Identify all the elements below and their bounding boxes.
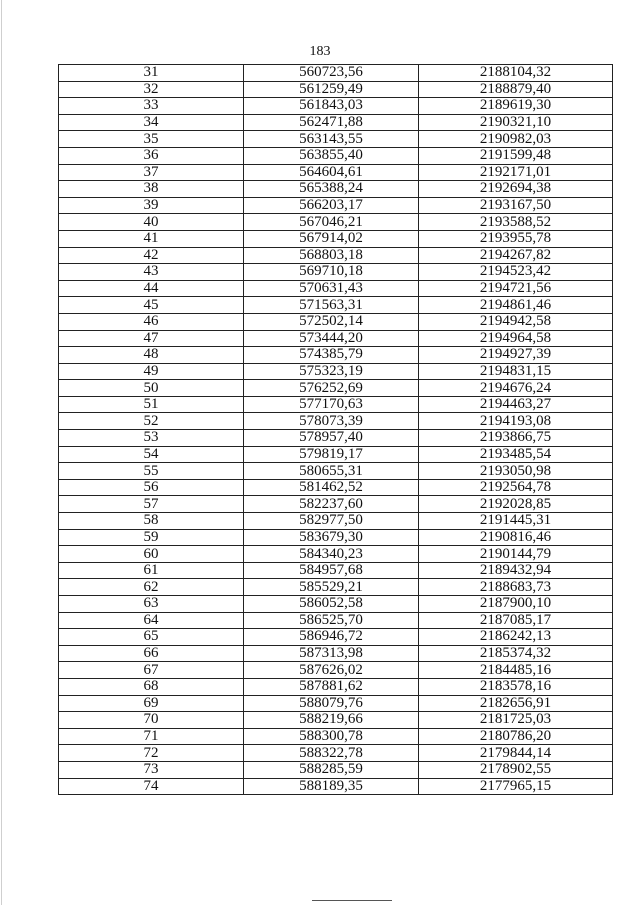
table-row [59,629,613,646]
table-row [59,380,613,397]
x-coordinate-cell: 570631,43 [244,280,419,297]
point-number-cell: 52 [59,413,244,430]
x-coordinate-cell: 587626,02 [244,662,419,679]
point-number-cell: 41 [59,230,244,247]
x-coordinate-cell: 580655,31 [244,463,419,480]
point-number-cell: 44 [59,280,244,297]
point-number-cell: 42 [59,247,244,264]
x-coordinate-cell: 561843,03 [244,98,419,115]
x-coordinate-cell: 568803,18 [244,247,419,264]
point-number-cell: 70 [59,712,244,729]
table-row [59,745,613,762]
table-row [59,413,613,430]
x-coordinate-cell: 563143,55 [244,131,419,148]
y-coordinate-cell: 2194463,27 [419,396,613,413]
point-number-cell: 39 [59,197,244,214]
table-row [59,430,613,447]
coordinates-table [58,64,613,795]
x-coordinate-cell: 567914,02 [244,230,419,247]
point-number-cell: 37 [59,164,244,181]
point-number-cell: 32 [59,81,244,98]
point-number-cell: 61 [59,562,244,579]
y-coordinate-cell: 2192171,01 [419,164,613,181]
point-number-cell: 66 [59,645,244,662]
x-coordinate-cell: 573444,20 [244,330,419,347]
table-row [59,513,613,530]
x-coordinate-cell: 560723,56 [244,65,419,82]
table-row [59,297,613,314]
x-coordinate-cell: 582237,60 [244,496,419,513]
point-number-cell: 72 [59,745,244,762]
point-number-cell: 40 [59,214,244,231]
x-coordinate-cell: 578957,40 [244,430,419,447]
y-coordinate-cell: 2194964,58 [419,330,613,347]
y-coordinate-cell: 2192028,85 [419,496,613,513]
x-coordinate-cell: 567046,21 [244,214,419,231]
x-coordinate-cell: 575323,19 [244,363,419,380]
y-coordinate-cell: 2189619,30 [419,98,613,115]
x-coordinate-cell: 586525,70 [244,612,419,629]
x-coordinate-cell: 588189,35 [244,778,419,795]
y-coordinate-cell: 2186242,13 [419,629,613,646]
y-coordinate-cell: 2194193,08 [419,413,613,430]
point-number-cell: 36 [59,147,244,164]
y-coordinate-cell: 2180786,20 [419,728,613,745]
y-coordinate-cell: 2188879,40 [419,81,613,98]
y-coordinate-cell: 2188683,73 [419,579,613,596]
table-row [59,313,613,330]
x-coordinate-cell: 564604,61 [244,164,419,181]
y-coordinate-cell: 2190816,46 [419,529,613,546]
x-coordinate-cell: 587313,98 [244,645,419,662]
x-coordinate-cell: 588322,78 [244,745,419,762]
y-coordinate-cell: 2194927,39 [419,347,613,364]
table-row [59,347,613,364]
y-coordinate-cell: 2188104,32 [419,65,613,82]
x-coordinate-cell: 586946,72 [244,629,419,646]
x-coordinate-cell: 588079,76 [244,695,419,712]
table-row [59,164,613,181]
point-number-cell: 38 [59,181,244,198]
table-row [59,579,613,596]
table-row [59,280,613,297]
table-row [59,98,613,115]
point-number-cell: 34 [59,114,244,131]
table-row [59,496,613,513]
x-coordinate-cell: 579819,17 [244,446,419,463]
y-coordinate-cell: 2193485,54 [419,446,613,463]
y-coordinate-cell: 2182656,91 [419,695,613,712]
page-number: 183 [309,44,331,59]
x-coordinate-cell: 576252,69 [244,380,419,397]
x-coordinate-cell: 574385,79 [244,347,419,364]
y-coordinate-cell: 2194676,24 [419,380,613,397]
y-coordinate-cell: 2184485,16 [419,662,613,679]
table-row [59,546,613,563]
table-row [59,695,613,712]
y-coordinate-cell: 2190982,03 [419,131,613,148]
x-coordinate-cell: 581462,52 [244,479,419,496]
y-coordinate-cell: 2193588,52 [419,214,613,231]
table-row [59,662,613,679]
table-row [59,645,613,662]
y-coordinate-cell: 2189432,94 [419,562,613,579]
point-number-cell: 67 [59,662,244,679]
bottom-rule [312,900,392,901]
table-row [59,728,613,745]
y-coordinate-cell: 2193167,50 [419,197,613,214]
y-coordinate-cell: 2194267,82 [419,247,613,264]
point-number-cell: 47 [59,330,244,347]
x-coordinate-cell: 571563,31 [244,297,419,314]
y-coordinate-cell: 2192694,38 [419,181,613,198]
y-coordinate-cell: 2178902,55 [419,761,613,778]
point-number-cell: 71 [59,728,244,745]
table-row [59,65,613,82]
x-coordinate-cell: 588300,78 [244,728,419,745]
x-coordinate-cell: 584340,23 [244,546,419,563]
point-number-cell: 54 [59,446,244,463]
table-row [59,562,613,579]
point-number-cell: 56 [59,479,244,496]
x-coordinate-cell: 577170,63 [244,396,419,413]
table-row [59,596,613,613]
x-coordinate-cell: 563855,40 [244,147,419,164]
point-number-cell: 53 [59,430,244,447]
x-coordinate-cell: 585529,21 [244,579,419,596]
table-row [59,247,613,264]
table-row [59,363,613,380]
point-number-cell: 59 [59,529,244,546]
y-coordinate-cell: 2194861,46 [419,297,613,314]
table-row [59,529,613,546]
table-row [59,463,613,480]
x-coordinate-cell: 584957,68 [244,562,419,579]
x-coordinate-cell: 582977,50 [244,513,419,530]
table-row [59,778,613,795]
x-coordinate-cell: 583679,30 [244,529,419,546]
point-number-cell: 45 [59,297,244,314]
table-row [59,330,613,347]
y-coordinate-cell: 2190144,79 [419,546,613,563]
y-coordinate-cell: 2177965,15 [419,778,613,795]
point-number-cell: 64 [59,612,244,629]
point-number-cell: 50 [59,380,244,397]
point-number-cell: 68 [59,678,244,695]
y-coordinate-cell: 2185374,32 [419,645,613,662]
table-row [59,678,613,695]
x-coordinate-cell: 588219,66 [244,712,419,729]
point-number-cell: 62 [59,579,244,596]
x-coordinate-cell: 562471,88 [244,114,419,131]
table-row [59,197,613,214]
table-row [59,761,613,778]
y-coordinate-cell: 2192564,78 [419,479,613,496]
point-number-cell: 46 [59,313,244,330]
point-number-cell: 48 [59,347,244,364]
x-coordinate-cell: 569710,18 [244,264,419,281]
table-row [59,147,613,164]
table-row [59,131,613,148]
point-number-cell: 74 [59,778,244,795]
point-number-cell: 63 [59,596,244,613]
table-row [59,214,613,231]
x-coordinate-cell: 565388,24 [244,181,419,198]
point-number-cell: 33 [59,98,244,115]
table-row [59,479,613,496]
point-number-cell: 55 [59,463,244,480]
x-coordinate-cell: 586052,58 [244,596,419,613]
y-coordinate-cell: 2194523,42 [419,264,613,281]
x-coordinate-cell: 561259,49 [244,81,419,98]
point-number-cell: 60 [59,546,244,563]
point-number-cell: 58 [59,513,244,530]
y-coordinate-cell: 2187900,10 [419,596,613,613]
x-coordinate-cell: 566203,17 [244,197,419,214]
y-coordinate-cell: 2183578,16 [419,678,613,695]
table-row [59,81,613,98]
y-coordinate-cell: 2194721,56 [419,280,613,297]
point-number-cell: 69 [59,695,244,712]
x-coordinate-cell: 588285,59 [244,761,419,778]
y-coordinate-cell: 2191599,48 [419,147,613,164]
y-coordinate-cell: 2193050,98 [419,463,613,480]
x-coordinate-cell: 572502,14 [244,313,419,330]
y-coordinate-cell: 2194831,15 [419,363,613,380]
point-number-cell: 49 [59,363,244,380]
point-number-cell: 57 [59,496,244,513]
y-coordinate-cell: 2179844,14 [419,745,613,762]
x-coordinate-cell: 587881,62 [244,678,419,695]
point-number-cell: 31 [59,65,244,82]
table-row [59,712,613,729]
x-coordinate-cell: 578073,39 [244,413,419,430]
y-coordinate-cell: 2187085,17 [419,612,613,629]
point-number-cell: 73 [59,761,244,778]
point-number-cell: 51 [59,396,244,413]
y-coordinate-cell: 2193866,75 [419,430,613,447]
y-coordinate-cell: 2191445,31 [419,513,613,530]
point-number-cell: 65 [59,629,244,646]
point-number-cell: 35 [59,131,244,148]
table-row [59,181,613,198]
scan-margin-line [1,0,2,905]
table-row [59,446,613,463]
y-coordinate-cell: 2181725,03 [419,712,613,729]
table-row [59,612,613,629]
point-number-cell: 43 [59,264,244,281]
table-row [59,114,613,131]
y-coordinate-cell: 2190321,10 [419,114,613,131]
table-row [59,396,613,413]
y-coordinate-cell: 2193955,78 [419,230,613,247]
table-row [59,230,613,247]
table-row [59,264,613,281]
y-coordinate-cell: 2194942,58 [419,313,613,330]
